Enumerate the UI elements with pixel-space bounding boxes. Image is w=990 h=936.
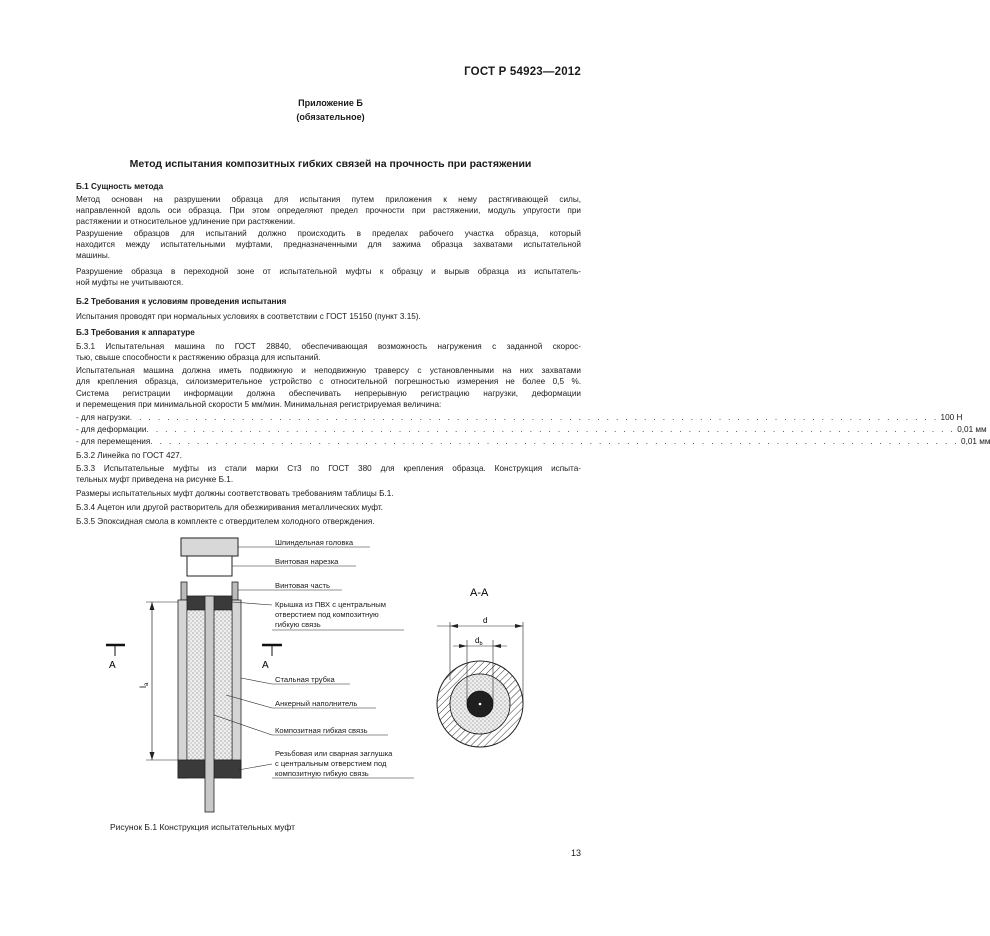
item-label: - для перемещения (76, 437, 151, 446)
dot-leader: . . . . . . . . . . . . . . . . . . . . . . . . . . . . . . . . . . . . . . . . . . . . . . . . . . . . . . . . . . . . . . . . . . . . . . . . . . . . . . . . . . . . . . . (150, 437, 960, 446)
text-line: Б.3.3 Испытательные муфты из стали марки Ст3 по ГОСТ 380 для крепления образца. Конструкция испыта- (76, 464, 581, 473)
dimension-label-la: $l_a$ (138, 682, 150, 688)
label-cap-line2: отверстием под композитную (275, 610, 379, 619)
label-composite-tie: Композитная гибкая связь (275, 726, 368, 735)
label-cap-line1: Крышка из ПВХ с центральным (275, 600, 386, 609)
figure-coupling-diagram (0, 530, 661, 820)
heading-b3: Б.3 Требования к аппаратуре (76, 328, 195, 337)
section-title: Метод испытания композитных гибких связей на прочность при растяжении (129, 158, 532, 170)
label-plug-line2: с центральным отверстием под (275, 759, 387, 768)
text-line: Разрушение образцов для испытаний должно происходить в пределах рабочего участка образца, который (76, 229, 581, 238)
text-line: Б.3.5 Эпоксидная смола в комплекте с отвердителем холодного отверждения. (76, 517, 375, 526)
heading-b1: Б.1 Сущность метода (76, 182, 164, 191)
thread-block (187, 556, 232, 576)
steel-tube-wall-right (232, 600, 241, 778)
dimension-label-d: d (483, 616, 488, 625)
figure-caption: Рисунок Б.1 Конструкция испытательных муфт (110, 822, 296, 832)
label-spindle-head: Шпиндельная головка (275, 538, 354, 547)
text-line: тельных муфт приведена на рисунке Б.1. (76, 475, 234, 484)
text-line: Б.3.4 Ацетон или другой растворитель для обезжиривания металлических муфт. (76, 503, 383, 512)
list-item (76, 436, 990, 447)
item-label: - для деформации (76, 425, 147, 434)
text-line: Б.3.1 Испытательная машина по ГОСТ 28840, обеспечивающая возможность нагружения с заданной скорос- (76, 342, 581, 351)
text-line: и перемещения при минимальной скорости 5 мм/мин. Минимальная регистрируемая величина: (76, 400, 442, 409)
dimension-label-db: $d_b$ (475, 636, 483, 647)
screw-flange-left (181, 582, 187, 600)
text-line: Испытания проводят при нормальных условиях в соответствии с ГОСТ 15150 (пункт 3.15). (76, 312, 421, 321)
composite-tie (205, 596, 214, 812)
text-line: Метод основан на разрушении образца для испытания путем приложения к нему растягивающей силы, (76, 195, 581, 204)
text-line: для крепления образца, силоизмерительное устройство с относительной погрешностью измерения не более 0,5 %. (76, 377, 581, 386)
text-line: растяжении и относительное удлинение при растяжении. (76, 217, 296, 226)
page-number: 13 (570, 848, 581, 858)
cut-label-right: А (262, 660, 269, 671)
label-plug-line1: Резьбовая или сварная заглушка (275, 749, 393, 758)
text-line: тью, свыше способности к растяжению образца для испытаний. (76, 353, 321, 362)
text-line: Система регистрации информации должна обеспечивать непрерывную регистрацию нагрузки, деформации (76, 389, 581, 398)
label-cap-line3: гибкую связь (275, 620, 321, 629)
label-plug-line3: композитную гибкую связь (275, 769, 369, 778)
label-steel-tube: Стальная трубка (275, 675, 335, 684)
annex-status: (обязательное) (296, 112, 365, 122)
dot-leader: . . . . . . . . . . . . . . . . . . . . . . . . . . . . . . . . . . . . . . . . . . . . . . . . . . . . . . . . . . . . . . . . . . . . . . . . . . . . . . . . . . . . . . . (146, 425, 956, 434)
item-label: - для нагрузки (76, 413, 130, 422)
list-item (76, 412, 963, 423)
dot-leader: . . . . . . . . . . . . . . . . . . . . . . . . . . . . . . . . . . . . . . . . . . . . . . . . . . . . . . . . . . . . . . . . . . . . . . . . . . . . . . . . . . . . . . . (129, 413, 939, 422)
text-line: Испытательная машина должна иметь подвижную и неподвижную траверсу с установленными на них захватами (76, 366, 581, 375)
heading-b2: Б.2 Требования к условиям проведения испытания (76, 297, 287, 306)
text-line: Б.3.2 Линейка по ГОСТ 427. (76, 451, 182, 460)
spindle-head (181, 538, 238, 556)
annex-title: Приложение Б (298, 98, 363, 108)
section-label: А-А (470, 587, 489, 599)
label-thread: Винтовая нарезка (275, 557, 339, 566)
item-value: 0,01 мм (961, 437, 990, 446)
annex-heading (0, 96, 661, 124)
text-line: Размеры испытательных муфт должны соответствовать требованиям таблицы Б.1. (76, 489, 394, 498)
screw-flange-right (232, 582, 238, 600)
label-anchor-filler: Анкерный наполнитель (275, 699, 358, 708)
text-line: ной муфты не учитываются. (76, 278, 184, 287)
text-line: Разрушение образца в переходной зоне от испытательной муфты к образцу и вырыв образца из испытатель- (76, 267, 581, 276)
document-code: ГОСТ Р 54923—2012 (464, 66, 581, 78)
cut-label-left: А (109, 660, 116, 671)
list-item (76, 424, 987, 435)
item-value: 0,01 мм (957, 425, 987, 434)
text-line: направленной вдоль оси образца. При этом определяют предел прочности при растяжении, модуль упругости при (76, 206, 581, 215)
label-screw-part: Винтовая часть (275, 581, 330, 590)
steel-tube-wall-left (178, 600, 187, 778)
text-line: находится между испытательными муфтами, предназначенными для зажима образца захватами испытательной (76, 240, 581, 249)
text-line: машины. (76, 251, 111, 260)
item-value: 100 Н (940, 413, 963, 422)
